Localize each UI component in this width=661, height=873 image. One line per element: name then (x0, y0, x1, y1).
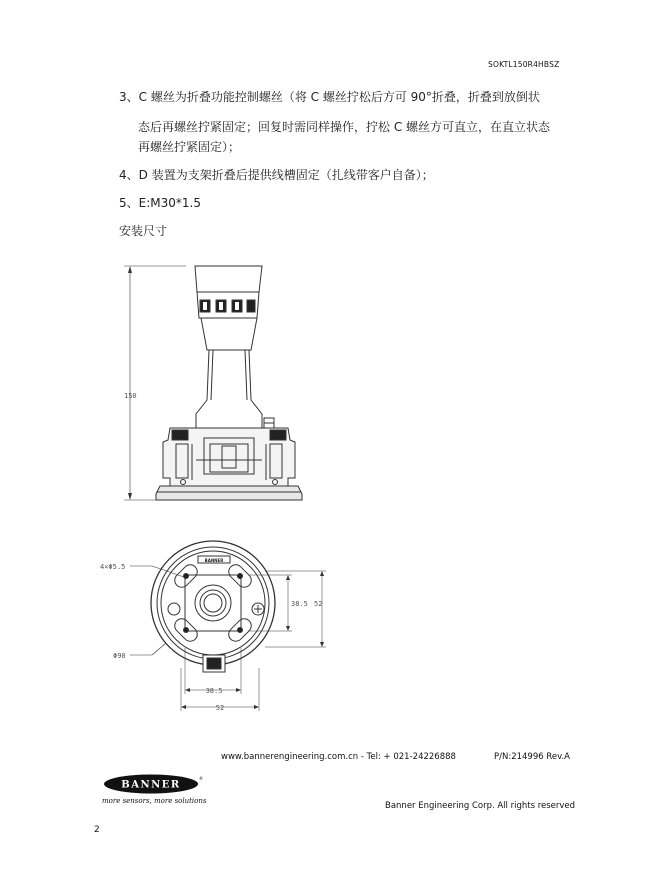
page-number: 2 (94, 825, 100, 835)
footer-copyright: Banner Engineering Corp. All rights reserved (385, 801, 576, 811)
item-3-line-1: 3、C 螺丝为折叠功能控制螺丝（将 C 螺丝拧松后方可 90°折叠，折叠到放倒状 (119, 90, 540, 104)
outer-height-dimension-label: 52 (314, 600, 323, 608)
banner-logo (103, 774, 203, 796)
holes-dimension-label: 4×Φ5.5 (100, 563, 126, 571)
plate-brand-text: BANNER (204, 558, 224, 563)
footer-part-number: P/N:214996 Rev.A (494, 752, 571, 762)
logo-text: BANNER (121, 779, 181, 791)
inner-height-dimension-label: 38.5 (291, 600, 308, 608)
item-4: 4、D 装置为支架折叠后提供线槽固定（扎线带客户自备）； (119, 168, 434, 182)
diameter-dimension-label: Φ90 (113, 652, 126, 660)
section-title-dimensions: 安装尺寸 (119, 224, 168, 238)
side-view-drawing (124, 266, 302, 500)
item-5: 5、E:M30*1.5 (119, 196, 201, 210)
inner-width-dimension-label: 38.5 (205, 687, 223, 695)
top-view-drawing (130, 541, 326, 711)
footer-website-phone: www.bannerengineering.com.cn - Tel: + 021-24226888 (221, 752, 456, 762)
svg-text:®: ® (199, 776, 203, 781)
outer-width-dimension-label: 52 (215, 704, 225, 712)
document-code: SOKTL150R4HBSZ (488, 60, 560, 69)
item-3-line-2: 态后再螺丝拧紧固定；回复时需同样操作，拧松 C 螺丝方可直立，在直立状态 (138, 120, 551, 134)
logo-tagline: more sensors, more solutions (102, 797, 207, 805)
height-dimension-label: 150 (124, 392, 137, 400)
item-3-line-3: 再螺丝拧紧固定）； (138, 140, 241, 154)
